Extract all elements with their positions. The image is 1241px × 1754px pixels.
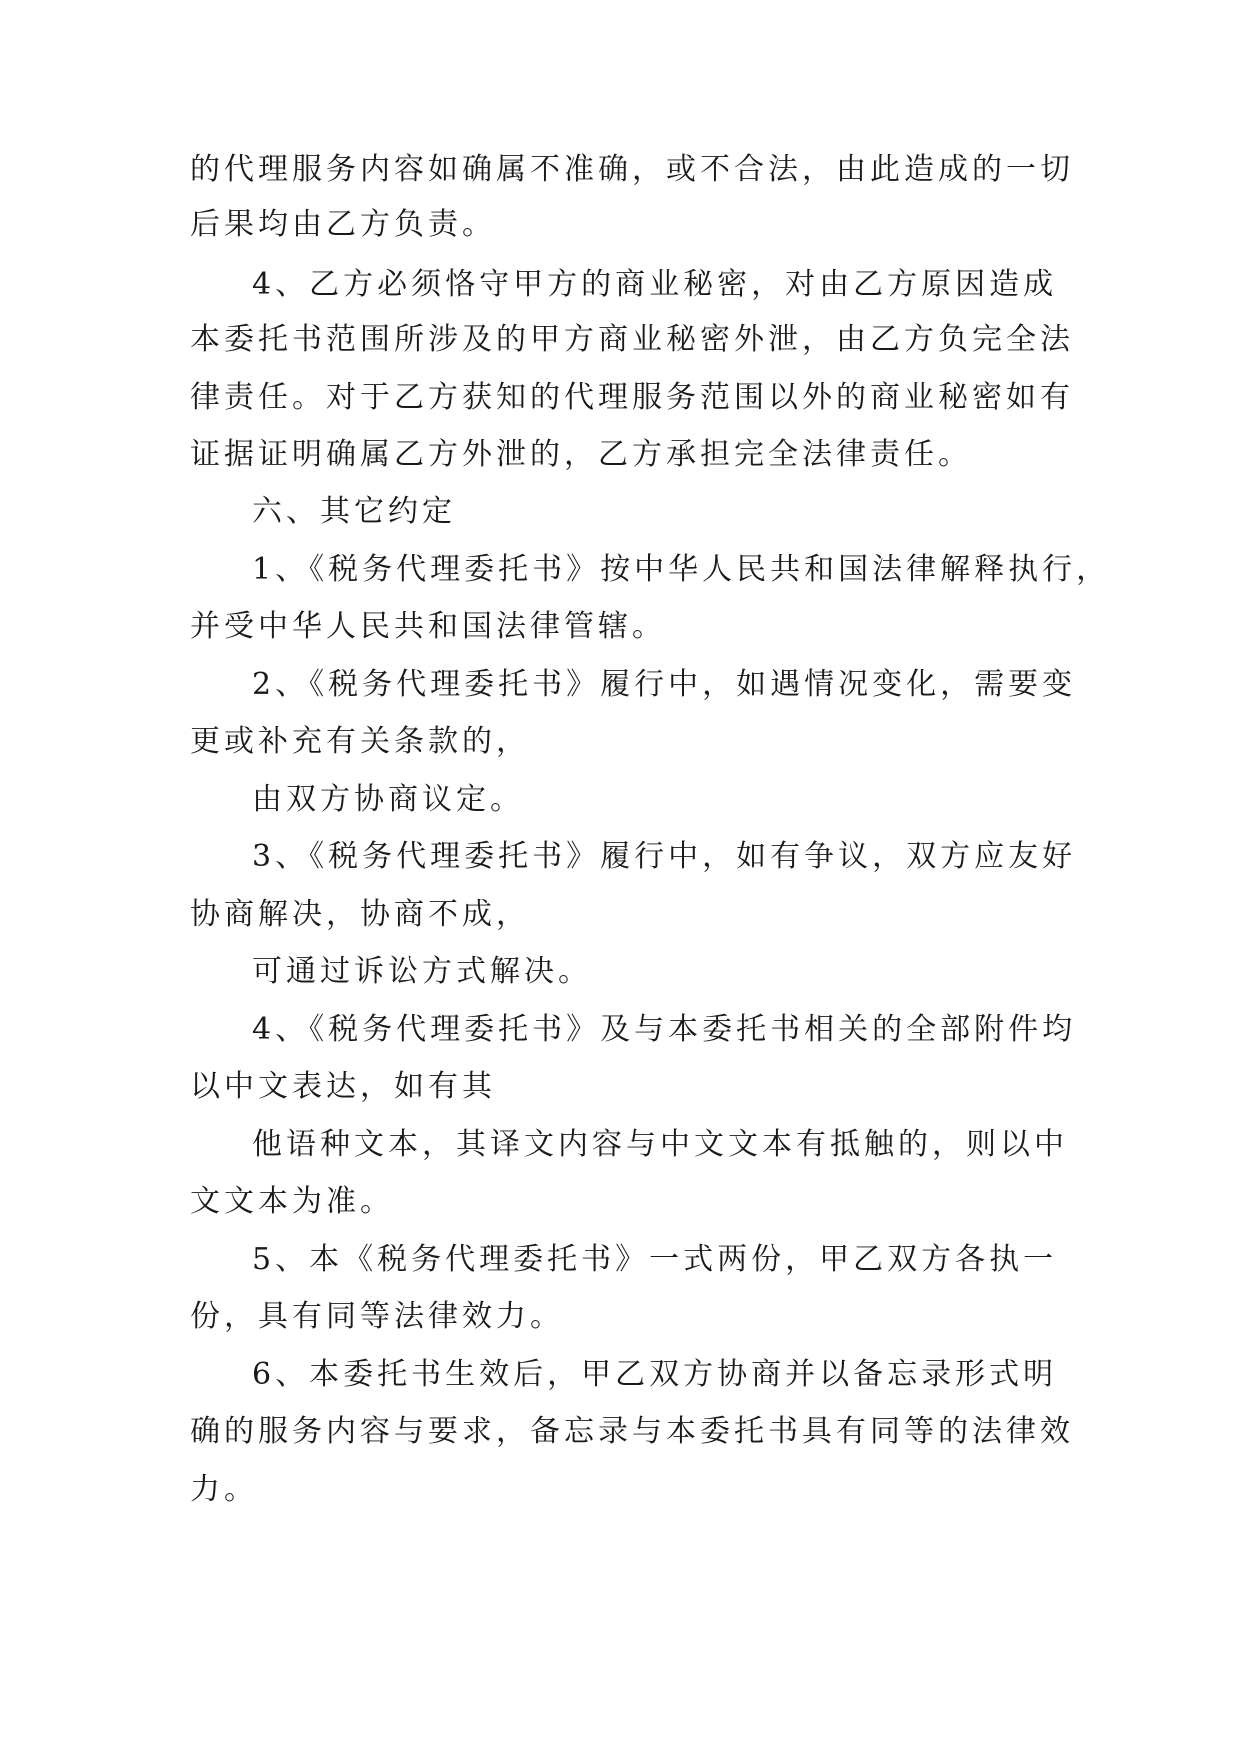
text-line: 以中文表达，如有其	[190, 1069, 496, 1104]
text-line: 由双方协商议定。	[252, 782, 524, 817]
text-line: 后果均由乙方负责。	[190, 207, 496, 242]
text-line: 他语种文本，其译文内容与中文文本有抵触的，则以中	[252, 1127, 1068, 1162]
text-line: 确的服务内容与要求，备忘录与本委托书具有同等的法律效	[190, 1414, 1074, 1449]
text-line: 并受中华人民共和国法律管辖。	[190, 609, 666, 644]
text-line: 协商解决，协商不成，	[190, 897, 530, 932]
text-line: 6、本委托书生效后，甲乙双方协商并以备忘录形式明	[252, 1357, 1058, 1392]
text-line: 2、《税务代理委托书》履行中，如遇情况变化，需要变	[252, 667, 1077, 702]
section-heading: 六、其它约定	[252, 494, 456, 529]
text-line: 的代理服务内容如确属不准确，或不合法，由此造成的一切	[190, 152, 1074, 187]
text-line: 律责任。对于乙方获知的代理服务范围以外的商业秘密如有	[190, 380, 1074, 415]
text-line: 更或补充有关条款的，	[190, 724, 530, 759]
text-line: 证据证明确属乙方外泄的，乙方承担完全法律责任。	[190, 437, 972, 472]
text-line: 力。	[190, 1472, 258, 1507]
text-line: 本委托书范围所涉及的甲方商业秘密外泄，由乙方负完全法	[190, 322, 1074, 357]
text-line: 份，具有同等法律效力。	[190, 1299, 564, 1334]
text-line: 4、《税务代理委托书》及与本委托书相关的全部附件均	[252, 1012, 1077, 1047]
text-line: 可通过诉讼方式解决。	[252, 954, 592, 989]
text-line: 4、乙方必须恪守甲方的商业秘密，对由乙方原因造成	[252, 267, 1058, 302]
text-line: 1、《税务代理委托书》按中华人民共和国法律解释执行，	[252, 552, 1111, 587]
text-line: 文文本为准。	[190, 1184, 394, 1219]
text-line: 3、《税务代理委托书》履行中，如有争议，双方应友好	[252, 839, 1077, 874]
text-line: 5、本《税务代理委托书》一式两份，甲乙双方各执一	[252, 1242, 1058, 1277]
